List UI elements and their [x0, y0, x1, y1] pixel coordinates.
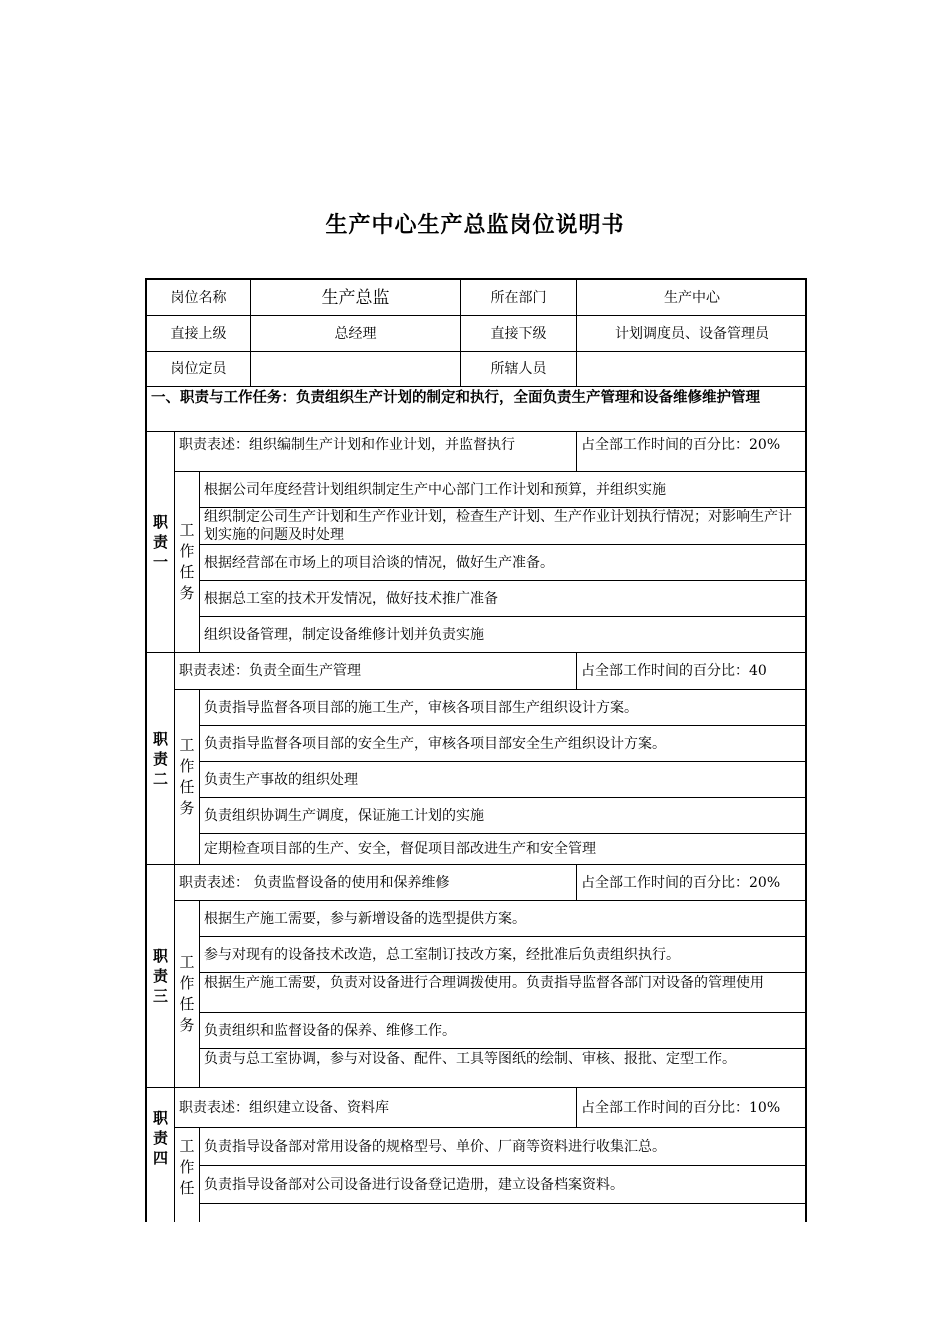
duty-4-label — [147, 1088, 175, 1222]
duty-3-task-3: 根据生产施工需要，负责对设备进行合理调拨使用。负责指导监督各部门对设备的管理使用 — [200, 973, 807, 1013]
subordinate-value: 计划调度员、设备管理员 — [577, 316, 807, 352]
post-name-value: 生产总监 — [251, 280, 461, 316]
duty-1-task-label — [175, 472, 200, 653]
duty-1-task-1: 根据公司年度经营计划组织制定生产中心部门工作计划和预算，并组织实施 — [200, 472, 807, 508]
duty-3-task-1: 根据生产施工需要，参与新增设备的选型提供方案。 — [200, 901, 807, 937]
duty-1-task-5: 组织设备管理，制定设备维修计划并负责实施 — [200, 617, 807, 653]
duty-4-statement: 职责表述：组织建立设备、资料库 — [175, 1088, 577, 1128]
duty-3-label — [147, 865, 175, 1088]
duty-1-label — [147, 432, 175, 653]
duty-2-task-3: 负责生产事故的组织处理 — [200, 762, 807, 798]
duty-3-task-4: 负责组织和监督设备的保养、维修工作。 — [200, 1013, 807, 1049]
duty-3-percent: 占全部工作时间的百分比：20% — [577, 865, 807, 901]
duty-4-task-label-text: 工作任 — [179, 1137, 195, 1197]
duty-2-statement: 职责表述：负责全面生产管理 — [175, 653, 577, 690]
duty-4-percent: 占全部工作时间的百分比：10% — [577, 1088, 807, 1128]
duty-3-statement: 职责表述： 负责监督设备的使用和保养维修 — [175, 865, 577, 901]
job-description-table — [145, 278, 807, 1222]
duty-2-task-label-text: 工作任务 — [179, 736, 195, 817]
duty-2-task-5: 定期检查项目部的生产、安全，督促项目部改进生产和安全管理 — [200, 834, 807, 865]
duty-3-label-text: 职责三 — [152, 947, 168, 1005]
managed-value — [577, 352, 807, 387]
dept-label: 所在部门 — [461, 280, 577, 316]
duty-2-task-1: 负责指导监督各项目部的施工生产，审核各项目部生产组织设计方案。 — [200, 690, 807, 726]
duty-2-task-4: 负责组织协调生产调度，保证施工计划的实施 — [200, 798, 807, 834]
post-name-label: 岗位名称 — [147, 280, 251, 316]
superior-value: 总经理 — [251, 316, 461, 352]
duty-1-task-2: 组织制定公司生产计划和生产作业计划，检查生产计划、生产作业计划执行情况；对影响生产计划实施的问题及时处理 — [200, 508, 807, 545]
duty-1-task-label-text: 工作任务 — [179, 521, 195, 602]
dept-value: 生产中心 — [577, 280, 807, 316]
duty-4-label-text: 职责四 — [152, 1109, 168, 1167]
duty-4-task-label — [175, 1128, 200, 1222]
quota-label: 岗位定员 — [147, 352, 251, 387]
section-heading: 一、职责与工作任务：负责组织生产计划的制定和执行，全面负责生产管理和设备维修维护管理 — [147, 387, 807, 432]
duty-1-percent: 占全部工作时间的百分比：20% — [577, 432, 807, 472]
duty-1-task-3: 根据经营部在市场上的项目洽谈的情况，做好生产准备。 — [200, 545, 807, 581]
superior-label: 直接上级 — [147, 316, 251, 352]
duty-2-task-label — [175, 690, 200, 865]
duty-4-task-2: 负责指导设备部对公司设备进行设备登记造册，建立设备档案资料。 — [200, 1166, 807, 1204]
duty-4-task-1: 负责指导设备部对常用设备的规格型号、单价、厂商等资料进行收集汇总。 — [200, 1128, 807, 1166]
duty-3-task-2: 参与对现有的设备技术改造，总工室制订技改方案，经批准后负责组织执行。 — [200, 937, 807, 973]
duty-2-label-text: 职责二 — [152, 729, 168, 788]
duty-1-label-text: 职责一 — [152, 513, 168, 571]
duty-2-task-2: 负责指导监督各项目部的安全生产，审核各项目部安全生产组织设计方案。 — [200, 726, 807, 762]
subordinate-label: 直接下级 — [461, 316, 577, 352]
duty-2-label — [147, 653, 175, 865]
duty-3-task-label-text: 工作任务 — [179, 953, 195, 1034]
duty-2-percent: 占全部工作时间的百分比：40 — [577, 653, 807, 690]
duty-3-task-label — [175, 901, 200, 1088]
duty-3-task-5: 负责与总工室协调，参与对设备、配件、工具等图纸的绘制、审核、报批、定型工作。 — [200, 1049, 807, 1088]
quota-value — [251, 352, 461, 387]
managed-label: 所辖人员 — [461, 352, 577, 387]
duty-1-task-4: 根据总工室的技术开发情况，做好技术推广准备 — [200, 581, 807, 617]
duty-1-statement: 职责表述：组织编制生产计划和作业计划，并监督执行 — [175, 432, 577, 472]
document-title: 生产中心生产总监岗位说明书 — [325, 213, 625, 238]
